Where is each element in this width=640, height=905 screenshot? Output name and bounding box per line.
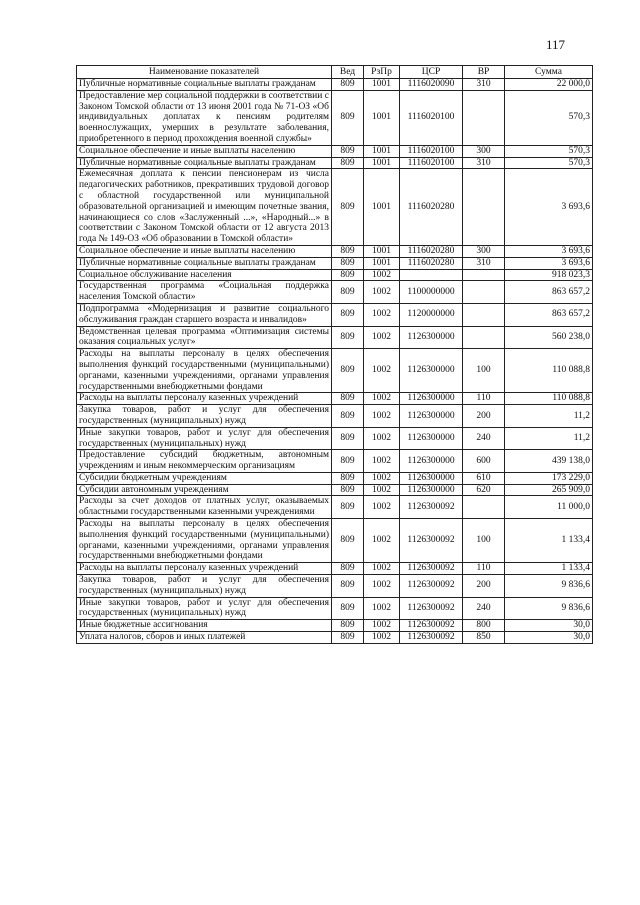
row-name-cell: Субсидии автономным учреждениям [77, 484, 332, 496]
row-sum-cell: 560 238,0 [505, 326, 593, 349]
row-ved-cell: 809 [332, 326, 364, 349]
table-row [77, 393, 593, 405]
header-ved: Вед [332, 66, 364, 79]
table-body [77, 79, 593, 644]
row-ved-cell: 809 [332, 303, 364, 326]
row-name-cell: Расходы на выплаты персоналу в целях обеспечения выполнения функций государственными (муниципальными) органами, казенными учреждениями, органами управления государственными внебюджетными фондами [77, 349, 332, 393]
table-row [77, 349, 593, 393]
row-csr-cell: 1126300092 [400, 519, 463, 563]
row-vr-cell [463, 90, 505, 145]
row-vr-cell: 310 [463, 257, 505, 269]
row-vr-cell [463, 496, 505, 519]
row-name-cell: Субсидии бюджетным учреждениям [77, 472, 332, 484]
row-vr-cell: 300 [463, 145, 505, 157]
row-csr-cell [400, 269, 463, 281]
row-ved-cell: 809 [332, 245, 364, 257]
row-vr-cell [463, 303, 505, 326]
row-ved-cell: 809 [332, 393, 364, 405]
row-ved-cell: 809 [332, 563, 364, 575]
row-ved-cell: 809 [332, 157, 364, 169]
row-csr-cell: 1126300000 [400, 450, 463, 473]
row-ved-cell: 809 [332, 484, 364, 496]
row-rzpr-cell: 1002 [364, 281, 400, 304]
row-vr-cell: 300 [463, 245, 505, 257]
row-sum-cell: 9 836,6 [505, 597, 593, 620]
row-vr-cell: 610 [463, 472, 505, 484]
row-rzpr-cell: 1002 [364, 632, 400, 644]
row-ved-cell: 809 [332, 257, 364, 269]
row-ved-cell: 809 [332, 575, 364, 598]
table-row [77, 575, 593, 598]
row-ved-cell: 809 [332, 496, 364, 519]
table-row [77, 519, 593, 563]
row-name-cell: Иные закупки товаров, работ и услуг для обеспечения государственных (муниципальных) нужд [77, 427, 332, 450]
header-vr: ВР [463, 66, 505, 79]
row-vr-cell: 850 [463, 632, 505, 644]
row-rzpr-cell: 1002 [364, 519, 400, 563]
row-rzpr-cell: 1002 [364, 303, 400, 326]
row-ved-cell: 809 [332, 597, 364, 620]
table-row [77, 257, 593, 269]
header-csr: ЦСР [400, 66, 463, 79]
row-sum-cell: 3 693,6 [505, 257, 593, 269]
row-name-cell: Ежемесячная доплата к пенсии пенсионерам из числа педагогических работников, прекративших трудовой договор с областной государственной или муниципальной образовательной организацией и имеющим почетные звания, начинающиеся со слов «Заслуженный ...», «Народный...» в соответствии с Законом Томской области от 12 августа 2013 года № 149-ОЗ «Об образовании в Томской области» [77, 169, 332, 246]
row-sum-cell: 3 693,6 [505, 245, 593, 257]
row-name-cell: Социальное обеспечение и иные выплаты населению [77, 145, 332, 157]
row-sum-cell: 22 000,0 [505, 79, 593, 91]
row-rzpr-cell: 1002 [364, 405, 400, 428]
row-name-cell: Социальное обеспечение и иные выплаты населению [77, 245, 332, 257]
row-csr-cell: 1116020280 [400, 257, 463, 269]
row-ved-cell: 809 [332, 450, 364, 473]
budget-table [76, 65, 593, 644]
row-rzpr-cell: 1002 [364, 496, 400, 519]
row-ved-cell: 809 [332, 472, 364, 484]
row-ved-cell: 809 [332, 145, 364, 157]
row-vr-cell: 200 [463, 575, 505, 598]
row-rzpr-cell: 1002 [364, 620, 400, 632]
row-rzpr-cell: 1002 [364, 393, 400, 405]
row-rzpr-cell: 1002 [364, 349, 400, 393]
row-sum-cell: 863 657,2 [505, 303, 593, 326]
row-vr-cell [463, 326, 505, 349]
row-sum-cell: 1 133,4 [505, 519, 593, 563]
row-csr-cell: 1126300092 [400, 620, 463, 632]
row-vr-cell [463, 269, 505, 281]
table-row [77, 157, 593, 169]
row-rzpr-cell: 1002 [364, 597, 400, 620]
row-csr-cell: 1126300000 [400, 349, 463, 393]
row-vr-cell [463, 169, 505, 246]
row-sum-cell: 918 023,3 [505, 269, 593, 281]
row-sum-cell: 30,0 [505, 620, 593, 632]
row-csr-cell: 1126300092 [400, 563, 463, 575]
table-row [77, 281, 593, 304]
table-row [77, 326, 593, 349]
row-rzpr-cell: 1002 [364, 575, 400, 598]
row-rzpr-cell: 1001 [364, 79, 400, 91]
table-row [77, 563, 593, 575]
row-name-cell: Расходы за счет доходов от платных услуг, оказываемых областными государственными казенными учреждениями [77, 496, 332, 519]
row-sum-cell: 570,3 [505, 157, 593, 169]
row-sum-cell: 30,0 [505, 632, 593, 644]
row-sum-cell: 863 657,2 [505, 281, 593, 304]
row-rzpr-cell: 1002 [364, 472, 400, 484]
page-number: 117 [546, 37, 566, 52]
table-row [77, 472, 593, 484]
row-name-cell: Предоставление субсидий бюджетным, автономным учреждениям и иным некоммерческим организациям [77, 450, 332, 473]
table-row [77, 597, 593, 620]
row-name-cell: Социальное обслуживание населения [77, 269, 332, 281]
table-row [77, 450, 593, 473]
row-csr-cell: 1126300092 [400, 597, 463, 620]
table-row [77, 620, 593, 632]
row-sum-cell: 173 229,0 [505, 472, 593, 484]
row-name-cell: Иные бюджетные ассигнования [77, 620, 332, 632]
row-sum-cell: 11,2 [505, 427, 593, 450]
row-ved-cell: 809 [332, 169, 364, 246]
row-rzpr-cell: 1002 [364, 326, 400, 349]
row-ved-cell: 809 [332, 79, 364, 91]
row-vr-cell [463, 281, 505, 304]
row-vr-cell: 800 [463, 620, 505, 632]
row-rzpr-cell: 1002 [364, 427, 400, 450]
row-csr-cell: 1116020280 [400, 169, 463, 246]
row-name-cell: Предоставление мер социальной поддержки в соответствии с Законом Томской области от 13 июня 2001 года № 71-ОЗ «Об индивидуальных доплатах к пенсиям родителям военнослужащих, умерших в результате заболевания, приобретенного в период прохождения военной службы» [77, 90, 332, 145]
row-sum-cell: 1 133,4 [505, 563, 593, 575]
row-name-cell: Публичные нормативные социальные выплаты гражданам [77, 257, 332, 269]
row-csr-cell: 1126300000 [400, 472, 463, 484]
header-rzpr: РзПр [364, 66, 400, 79]
row-ved-cell: 809 [332, 620, 364, 632]
row-name-cell: Закупка товаров, работ и услуг для обеспечения государственных (муниципальных) нужд [77, 575, 332, 598]
row-name-cell: Расходы на выплаты персоналу казенных учреждений [77, 563, 332, 575]
row-ved-cell: 809 [332, 281, 364, 304]
row-name-cell: Ведомственная целевая программа «Оптимизация системы оказания социальных услуг» [77, 326, 332, 349]
row-name-cell: Расходы на выплаты персоналу казенных учреждений [77, 393, 332, 405]
table-row [77, 484, 593, 496]
row-rzpr-cell: 1002 [364, 484, 400, 496]
row-ved-cell: 809 [332, 269, 364, 281]
table-row [77, 145, 593, 157]
row-sum-cell: 9 836,6 [505, 575, 593, 598]
row-sum-cell: 570,3 [505, 90, 593, 145]
row-ved-cell: 809 [332, 427, 364, 450]
row-csr-cell: 1116020100 [400, 90, 463, 145]
table-row [77, 405, 593, 428]
row-csr-cell: 1126300092 [400, 496, 463, 519]
row-rzpr-cell: 1001 [364, 169, 400, 246]
row-sum-cell: 265 909,0 [505, 484, 593, 496]
row-vr-cell: 240 [463, 427, 505, 450]
row-name-cell: Публичные нормативные социальные выплаты гражданам [77, 79, 332, 91]
header-sum: Сумма [505, 66, 593, 79]
row-csr-cell: 1100000000 [400, 281, 463, 304]
table-row [77, 79, 593, 91]
table-row [77, 427, 593, 450]
row-csr-cell: 1120000000 [400, 303, 463, 326]
row-sum-cell: 11 000,0 [505, 496, 593, 519]
row-vr-cell: 200 [463, 405, 505, 428]
row-name-cell: Уплата налогов, сборов и иных платежей [77, 632, 332, 644]
row-vr-cell: 310 [463, 79, 505, 91]
row-csr-cell: 1116020090 [400, 79, 463, 91]
row-vr-cell: 110 [463, 563, 505, 575]
row-rzpr-cell: 1001 [364, 157, 400, 169]
row-csr-cell: 1126300000 [400, 326, 463, 349]
row-ved-cell: 809 [332, 519, 364, 563]
table-row [77, 269, 593, 281]
row-name-cell: Расходы на выплаты персоналу в целях обеспечения выполнения функций государственными (муниципальными) органами, казенными учреждениями, органами управления государственными внебюджетными фондами [77, 519, 332, 563]
row-name-cell: Иные закупки товаров, работ и услуг для обеспечения государственных (муниципальных) нужд [77, 597, 332, 620]
row-csr-cell: 1126300000 [400, 484, 463, 496]
row-csr-cell: 1126300092 [400, 632, 463, 644]
row-name-cell: Подпрограмма «Модернизация и развитие социального обслуживания граждан старшего возраста и инвалидов» [77, 303, 332, 326]
row-vr-cell: 110 [463, 393, 505, 405]
header-name: Наименование показателей [77, 66, 332, 79]
row-csr-cell: 1116020100 [400, 157, 463, 169]
row-rzpr-cell: 1002 [364, 450, 400, 473]
row-rzpr-cell: 1002 [364, 563, 400, 575]
row-vr-cell: 600 [463, 450, 505, 473]
table-row [77, 496, 593, 519]
row-sum-cell: 439 138,0 [505, 450, 593, 473]
row-sum-cell: 3 693,6 [505, 169, 593, 246]
row-ved-cell: 809 [332, 632, 364, 644]
row-csr-cell: 1126300000 [400, 405, 463, 428]
row-vr-cell: 620 [463, 484, 505, 496]
row-rzpr-cell: 1001 [364, 145, 400, 157]
row-sum-cell: 570,3 [505, 145, 593, 157]
table-header-row [77, 66, 593, 79]
row-rzpr-cell: 1001 [364, 245, 400, 257]
row-sum-cell: 11,2 [505, 405, 593, 428]
table-row [77, 245, 593, 257]
row-vr-cell: 100 [463, 349, 505, 393]
table-row [77, 169, 593, 246]
row-vr-cell: 100 [463, 519, 505, 563]
row-rzpr-cell: 1001 [364, 257, 400, 269]
row-name-cell: Публичные нормативные социальные выплаты гражданам [77, 157, 332, 169]
row-rzpr-cell: 1002 [364, 269, 400, 281]
row-csr-cell: 1126300000 [400, 393, 463, 405]
row-name-cell: Закупка товаров, работ и услуг для обеспечения государственных (муниципальных) нужд [77, 405, 332, 428]
row-vr-cell: 310 [463, 157, 505, 169]
row-csr-cell: 1126300092 [400, 575, 463, 598]
row-rzpr-cell: 1001 [364, 90, 400, 145]
row-vr-cell: 240 [463, 597, 505, 620]
row-sum-cell: 110 088,8 [505, 349, 593, 393]
row-sum-cell: 110 088,8 [505, 393, 593, 405]
table-row [77, 632, 593, 644]
row-csr-cell: 1116020100 [400, 145, 463, 157]
row-ved-cell: 809 [332, 349, 364, 393]
row-ved-cell: 809 [332, 405, 364, 428]
row-name-cell: Государственная программа «Социальная поддержка населения Томской области» [77, 281, 332, 304]
row-ved-cell: 809 [332, 90, 364, 145]
row-csr-cell: 1126300000 [400, 427, 463, 450]
table-row [77, 303, 593, 326]
table-row [77, 90, 593, 145]
row-csr-cell: 1116020280 [400, 245, 463, 257]
